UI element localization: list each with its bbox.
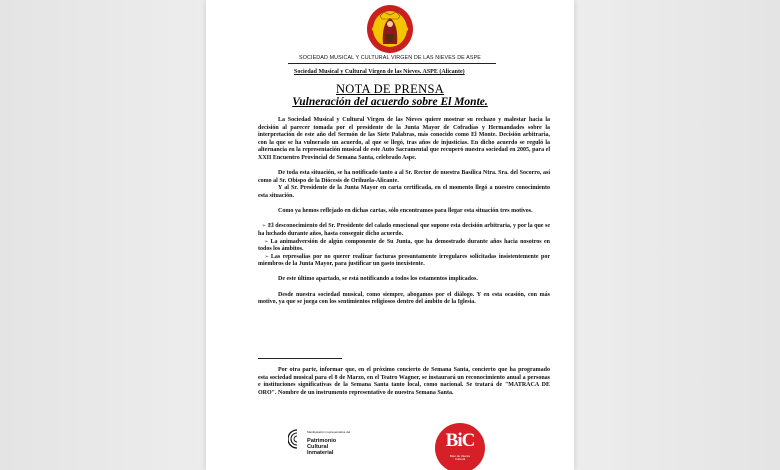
bic-logo	[435, 423, 485, 470]
heritage-emblem-icon	[288, 427, 306, 451]
bic-logo-subtitle: Bien de Interés Cultural	[449, 454, 471, 462]
society-name: SOCIEDAD MUSICAL Y CULTURAL VIRGEN DE LAS NIEVES DE ASPE	[299, 55, 481, 61]
paragraph: Por otra parte, informar que, en el próximo concierto de Semana Santa, concierto que ha programado esta sociedad musical para el 8 de Marzo, en el Teatro Wagner, se instaurará un reconocimiento anual a personas e instituciones significativas de la Semana Santa tanto local, como nacional. Se tratará de "MATRACA DE ORO". Nombre de un instrumento representativo de nuestra Semana Santa.	[258, 367, 550, 396]
society-crest-logo	[366, 4, 414, 54]
paragraph: De toda esta situación, se ha notificado tanto a al Sr. Rector de nuestra Basílica Ntra. Sra. del Socorro, así como al Sr. Obispo de la Diócesis de Orihuela-Alicante.	[258, 170, 550, 184]
list-item: ➢ El desconocimiento del Sr. Presidente del calado emocional que supone esta decisión arbitraria, y por la que se ha luchado durante años, hasta conseguir dicho acuerdo.	[258, 223, 550, 237]
separator-line	[258, 358, 342, 359]
bic-logo-text: BiC	[445, 430, 475, 451]
body-text-secondary	[258, 367, 550, 397]
body-text	[258, 117, 550, 307]
paragraph: Como ya hemos reflejado en dichas cartas, sólo encontramos para llegar esta situación tres motivos.	[278, 208, 533, 215]
list-item: ➢ La animadversión de algún componente de Su Junta, que ha demostrado durante años hacia nosotros en todos los ámbitos.	[258, 238, 550, 253]
arrow-icon: ➢	[258, 224, 267, 230]
document-page	[206, 0, 574, 470]
list-item: ➢ Las represalias por no querer realizar facturas presuntamente irregulares solicitadas insistentemente por miembros de la Junta Mayor, para justificar un gasto inexistente.	[258, 253, 550, 268]
arrow-icon: ➢	[258, 239, 269, 245]
paragraph: Desde nuestra sociedad musical, como siempre, abogamos por el diálogo. Y en esta ocasión, con más motivo, ya que se juega con los sentimientos religiosos dentro del ámbito de la Iglesia.	[258, 291, 550, 306]
paragraph: De este último apartado, se está notificando a todos los estamentos implicados.	[278, 276, 478, 283]
pci-caption: Manifestación representativa del	[307, 430, 351, 434]
paragraph: Y al Sr. Presidente de la Junta Mayor en carta certificada, en el momento llegó a nuestro conocimiento esta situación.	[258, 185, 550, 199]
right-margin	[574, 0, 780, 470]
society-subheader: Sociedad Musical y Cultural Virgen de las Nieves. ASPE (Alicante)	[294, 69, 465, 75]
headline: Vulneración del acuerdo sobre El Monte.	[292, 96, 488, 108]
pci-title: Patrimonio Cultural Inmaterial	[307, 438, 337, 456]
press-release-title: NOTA DE PRENSA	[335, 82, 445, 96]
header-rule	[288, 63, 496, 64]
arrow-icon: ➢	[258, 254, 269, 260]
left-margin	[0, 0, 206, 470]
paragraph: La Sociedad Musical y Cultural Virgen de las Nieves quiere mostrar su rechazo y malestar hacia la decisión al parecer tomada por el presidente de la Junta Mayor de Cofradías y Hermandades sobre la interpretación de este año del Sermón de las Siete Palabras, más conocido como El Monte. Decisión arbitraria, con la que se ha vulnerado un acuerdo, al que se llegó, tras años de injusticias. En dicho acuerdo se reguló la alternancia en la representación musical de este Auto Sacramental que recuperó nuestra sociedad en 2005, para el XXII Encuentro Provincial de Semana Santa, celebrado Aspe.	[258, 117, 550, 161]
patrimonio-cultural-inmaterial-logo	[288, 427, 378, 467]
